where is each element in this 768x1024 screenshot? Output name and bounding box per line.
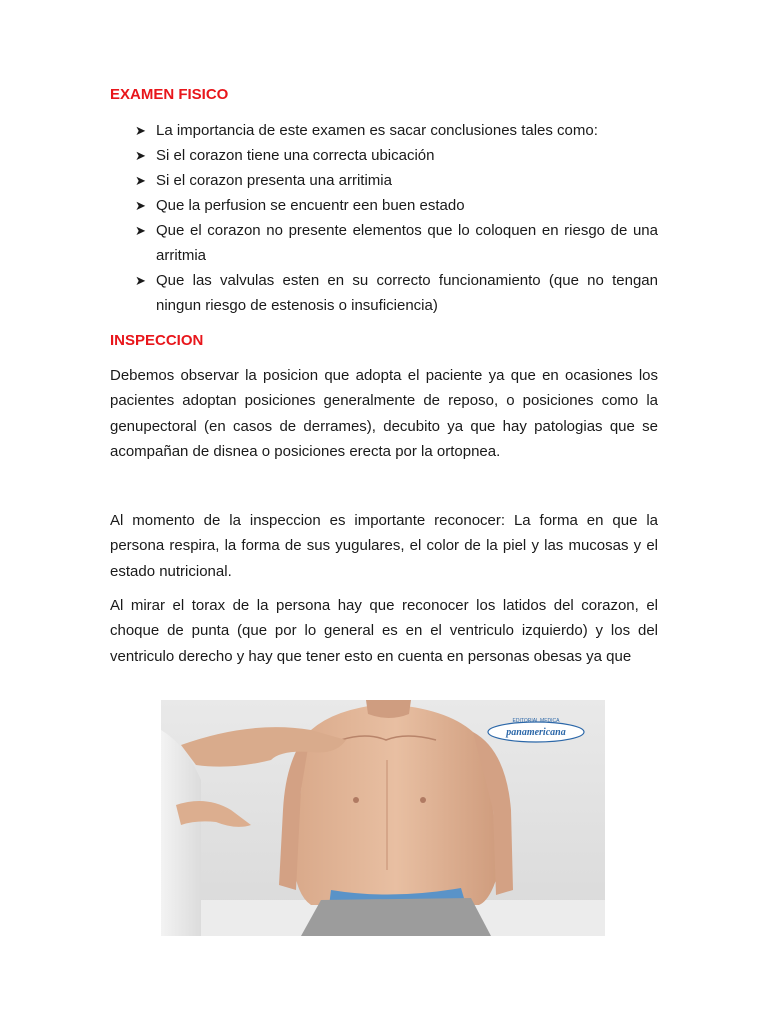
list-item: ➤ Que la perfusion se encuentr een buen estado [110,193,658,218]
paragraph-torax: Al mirar el torax de la persona hay que reconocer los latidos del corazon, el choque de punta (que por lo general es en el ventriculo izquierdo) y los del ventriculo derecho y hay que tener esto en cuenta en personas obesas ya que [110,597,658,665]
list-item: ➤ La importancia de este examen es sacar conclusiones tales como: [110,118,658,143]
arrow-bullet-icon: ➤ [135,223,146,238]
arrow-bullet-icon: ➤ [135,198,146,213]
list-item: ➤ Que el corazon no presente elementos que lo coloquen en riesgo de una arritmia [110,218,658,268]
examination-photo-illustration [161,700,605,936]
bullet-list [110,118,658,318]
list-item: ➤ Si el corazon presenta una arritimia [110,168,658,193]
list-item: ➤ Que las valvulas esten en su correcto funcionamiento (que no tengan ningun riesgo de estenosis o insuficiencia) [110,268,658,318]
section-title-inspeccion: INSPECCION [110,332,204,349]
section-title-examen-fisico: EXAMEN FISICO [110,86,229,103]
watermark-brand-text: panamericana [506,727,566,738]
paragraph-posicion: Debemos observar la posicion que adopta el paciente ya que en ocasiones los pacientes adoptan posiciones generalmente de reposo, o posiciones como la genupectoral (en casos de derrames), decubito ya que hay patologias que se acompañan de disnea o posiciones erecta por la ortopnea. [110,367,658,460]
arrow-bullet-icon: ➤ [135,173,146,188]
arrow-bullet-icon: ➤ [135,123,146,138]
examination-photo [161,700,605,936]
arrow-bullet-icon: ➤ [135,273,146,288]
watermark-small-text: EDITORIAL MEDICA [512,718,560,724]
paragraph-inspeccion: Al momento de la inspeccion es importante reconocer: La forma en que la persona respira, la forma de sus yugulares, el color de la piel y las mucosas y el estado nutricional. [110,512,658,580]
arrow-bullet-icon: ➤ [135,148,146,163]
list-item: ➤ Si el corazon tiene una correcta ubicación [110,143,658,168]
